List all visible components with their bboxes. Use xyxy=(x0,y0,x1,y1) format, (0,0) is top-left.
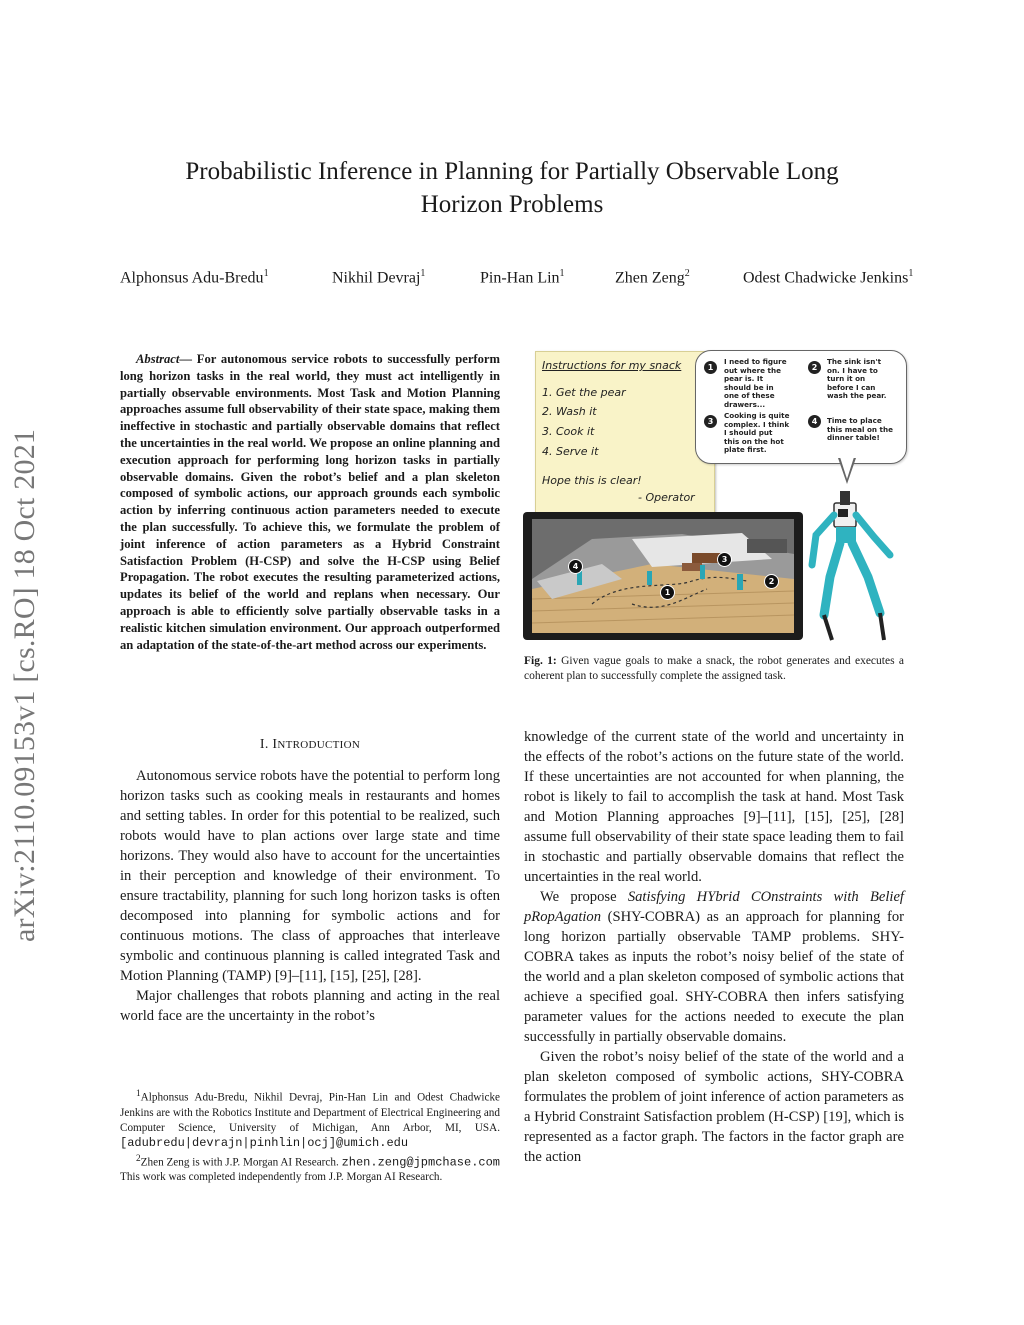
simulation-screen xyxy=(523,512,803,640)
abstract-text: For autonomous service robots to successfully perform long horizon tasks in the real world, they must act intelligently in partially observable environments. Most Task and Motion Planning approaches assume full observability of their state space, making them ineffective in stochastic and partially observable domains that reflect the uncertainties in the real world. We propose an online planning and execution approach for performing long horizon tasks in partially observable domains. Given the robot’s belief and a plan skeleton composed of symbolic actions, our approach grounds each symbolic action by inferring continuous action parameters needed to execute the plan successfully. To achieve this, we formulate the problem of joint inference of action parameters as a Hybrid Constraint Satisfaction Problem (H-CSP) and solve the H-CSP using Belief Propagation. The robot executes the resulting parameterized actions, updates its belief of the world and replans when necessary. Our approach is able to efficiently solve partially observable tasks in a realistic kitchen simulation environment. Our approach outperformed an adaptation of the state-of-the-art method across our experiments. xyxy=(120,352,500,652)
kitchen-scene xyxy=(532,519,794,633)
thought-bubble xyxy=(695,350,907,464)
step-marker: 3 xyxy=(704,415,717,428)
footnote-email: [adubredu|devrajn|pinhlin|ocj]@umich.edu xyxy=(120,1136,409,1151)
figure-caption xyxy=(524,654,904,684)
bubble-tail-inner xyxy=(840,457,854,479)
abstract xyxy=(120,351,500,653)
abstract-label: Abstract xyxy=(136,352,180,366)
robot-illustration xyxy=(802,485,912,650)
kitchen-scene-illustration xyxy=(532,519,794,633)
arxiv-identifier: arXiv:2110.09153v1 [cs.RO] 18 Oct 2021 xyxy=(8,428,41,942)
author: Odest Chadwicke Jenkins$^1$ xyxy=(743,268,914,287)
paragraph: Given the robot’s noisy belief of the state of the world and a plan skeleton composed of symbolic actions, SHY-COBRA formulates the problem of joint inference of action parameters as a Hybrid Constraint Satisfaction problem (H-CSP) [19], which is represented as a factor graph. The factors in the factor graph are the action xyxy=(524,1049,904,1165)
scene-step-marker: 3 xyxy=(717,552,732,567)
scene-step-marker: 1 xyxy=(660,585,675,600)
bubble-text: I need to figure out where the pear is. It should be in one of these drawers... xyxy=(724,357,787,409)
footnote-1: $^1$Alphonsus Adu-Bredu, Nikhil Devraj, Pin-Han Lin and Odest Chadwicke Jenkins are with the Robotics Institute and Department of Electrical Engineering and Computer Science, University of Michigan, Ann Arbor, MI, USA. [adubredu|devrajn|pinhlin|ocj]@umich.edu xyxy=(120,1089,500,1151)
note-signature: - Operator xyxy=(638,491,695,504)
note-closing: Hope this is clear! xyxy=(542,474,642,487)
paragraph: Autonomous service robots have the potential to perform long horizon tasks such as cooking meals in restaurants and homes and setting tables. In order for this potential to be realized, such robots would have to plan actions over large state and time horizons. They would also have to account for the uncertainties in their perception and knowledge of their environment. To ensure tractability, planning for such long horizon tasks is often decomposed into planning for symbolic actions and for continuous motions. The class of approaches that interleave symbolic and continuous planning is called integrated Task and Motion Planning (TAMP) [9]–[11], [15], [25], [28]. xyxy=(120,768,500,984)
title-line-2: Horizon Problems xyxy=(420,191,604,218)
note-item: 1. Get the pear xyxy=(542,386,626,399)
author: Pin-Han Lin$^1$ xyxy=(480,268,565,287)
section-heading-introduction: I. INTRODUCTION xyxy=(259,737,361,752)
footnote-email: zhen.zeng@jpmchase.com xyxy=(341,1155,501,1170)
introduction-left-body xyxy=(120,766,500,1026)
caption-text: Given vague goals to make a snack, the robot generates and executes a coherent plan to successfully complete the assigned task. xyxy=(524,655,904,682)
bubble-text: The sink isn't on. I have to turn it on before I can wash the pear. xyxy=(827,357,887,400)
author: Nikhil Devraj$^1$ xyxy=(332,268,426,287)
scene-step-marker: 4 xyxy=(568,559,583,574)
bubble-text: Cooking is quite complex. I think I should put this on the hot plate first. xyxy=(724,411,790,454)
title-line-1: Probabilistic Inference in Planning for Partially Observable Long xyxy=(185,158,839,185)
abstract-dash: — xyxy=(179,352,197,366)
footnote-2: $^2$Zhen Zeng is with J.P. Morgan AI Research. zhen.zeng@jpmchase.com This work was completed independently from J.P. Morgan AI Research. xyxy=(120,1153,501,1184)
paragraph: knowledge of the current state of the world and uncertainty in the effects of the robot’s actions on the future state of the world. If these uncertainties are not accounted for when planning, the robot is likely to fail to accomplish the task at hand. Most Task and Motion Planning approaches [9]–[11], [15], [25], [28] assume full observability of their state space leading them to fail in stochastic and partially observable domains that reflect the uncertainties in the real world. xyxy=(524,729,904,885)
paragraph: Major challenges that robots planning and acting in the real world face are the uncertainty in the robot’s xyxy=(120,988,500,1024)
note-title: Instructions for my snack xyxy=(542,359,682,372)
author: Alphonsus Adu-Bredu$^1$ xyxy=(120,268,269,287)
step-marker: 2 xyxy=(808,361,821,374)
step-marker: 1 xyxy=(704,361,717,374)
figure-1 xyxy=(520,345,910,650)
footnotes xyxy=(120,1087,500,1186)
note-item: 4. Serve it xyxy=(542,445,599,458)
note-item: 3. Cook it xyxy=(542,425,595,438)
instruction-note xyxy=(535,351,715,516)
introduction-right-body xyxy=(524,727,904,1167)
paragraph: We propose Satisfying HYbrid COnstraints with Belief pRopAgation (SHY-COBRA) as an approach for planning for long horizon partially observable TAMP problems. SHY-COBRA takes as inputs the robot’s noisy belief of the state of the world and a plan skeleton composed of symbolic actions that achieve a specified goal. SHY-COBRA then infers satisfying parameter values for the actions needed to execute the plan successfully in partially observable domains. xyxy=(524,889,904,1045)
paper-title xyxy=(100,155,924,221)
note-item: 2. Wash it xyxy=(542,405,597,418)
step-marker: 4 xyxy=(808,415,821,428)
author: Zhen Zeng$^2$ xyxy=(615,268,690,287)
scene-step-marker: 2 xyxy=(764,574,779,589)
caption-label: Fig. 1: xyxy=(524,655,557,667)
bubble-text: Time to place this meal on the dinner table! xyxy=(827,416,893,442)
